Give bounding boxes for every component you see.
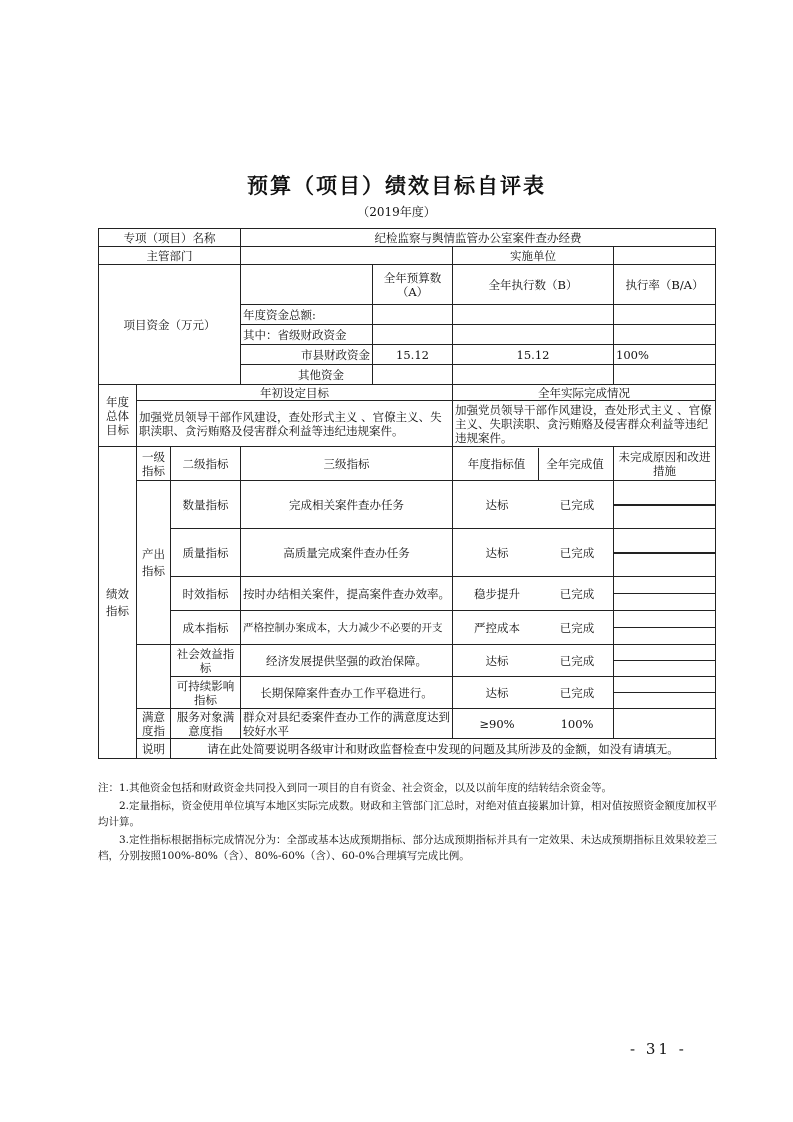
perf-values [453, 577, 614, 611]
funds-blank [241, 265, 373, 305]
perf-values [453, 645, 614, 677]
perf-target: 严控成本 [474, 620, 521, 635]
goals-label: 年度总体目标 [99, 385, 137, 447]
goals-initial-header: 年初设定目标 [137, 385, 453, 401]
project-name-label: 专项（项目）名称 [99, 229, 241, 247]
perf-l2: 社会效益指标 [171, 645, 241, 677]
funds-row-label: 市县财政资金 [241, 345, 373, 365]
page-subtitle: （2019年度） [357, 205, 436, 219]
funds-row-budget [373, 365, 453, 385]
perf-values [453, 481, 614, 529]
col-done: 全年完成值 [546, 456, 604, 471]
footnote: 2.定量指标，资金使用单位填写本地区实际完成数。财政和主管部门汇总时，对绝对值直接累加计算，相对值按照资金额度加权平均计算。 [98, 800, 718, 828]
perf-target: 稳步提升 [474, 586, 521, 601]
perf-values [453, 677, 614, 709]
perf-l3: 完成相关案件查办任务 [241, 481, 453, 529]
dept-value [241, 247, 453, 265]
perf-label: 绩效指标 [99, 447, 137, 759]
funds-row-budget: 15.12 [373, 345, 453, 365]
perf-target: 达标 [485, 545, 509, 560]
perf-values [453, 611, 614, 645]
perf-l3: 严格控制办案成本，大力减少不必要的开支 [241, 611, 453, 645]
funds-row-label: 年度资金总额: [241, 305, 373, 325]
satisfaction-target: ≥90% [479, 716, 515, 731]
impl-label: 实施单位 [453, 247, 614, 265]
perf-done: 已完成 [559, 685, 595, 700]
funds-row-rate [614, 305, 716, 325]
footnote: 注：1.其他资金包括和财政资金共同投入到同一项目的自有资金、社会资金，以及以前年度的结转结余资金等。 [98, 782, 613, 794]
page-title: 预算（项目）绩效目标自评表 [247, 174, 546, 198]
funds-row-label: 其中：省级财政资金 [241, 325, 373, 345]
explain-label: 说明 [137, 739, 171, 759]
perf-l2: 数量指标 [171, 481, 241, 529]
impl-value [614, 247, 716, 265]
footnotes [98, 780, 718, 866]
satisfaction-l1: 满意度指 [137, 709, 171, 739]
funds-row-exec [453, 305, 614, 325]
satisfaction-done: 100% [560, 716, 594, 731]
col-budget: 全年预算数（A） [373, 265, 453, 305]
output-label: 产出指标 [137, 481, 171, 645]
explain-text: 请在此处简要说明各级审计和财政监督检查中发现的问题及其所涉及的金额，如没有请填无。 [171, 739, 716, 759]
perf-l3: 经济发展提供坚强的政治保障。 [241, 645, 453, 677]
col-l1: 一级指标 [137, 447, 171, 481]
funds-row-exec [453, 365, 614, 385]
col-l3: 三级指标 [241, 447, 453, 481]
evaluation-table [98, 228, 716, 759]
funds-row-exec: 15.12 [453, 345, 614, 365]
perf-done: 已完成 [559, 620, 595, 635]
effect-l1 [137, 645, 171, 709]
funds-row-rate [614, 325, 716, 345]
perf-done: 已完成 [559, 545, 595, 560]
project-name-value: 纪检监察与舆情监管办公室案件查办经费 [241, 229, 716, 247]
perf-reason [614, 611, 716, 645]
perf-target: 达标 [485, 685, 509, 700]
goals-initial-text: 加强党员领导干部作风建设，查处形式主义 、官僚主义、失职渎职、贪污贿赂及侵害群众利益等违纪违规案件。 [137, 401, 453, 447]
perf-reason [614, 677, 716, 709]
perf-l3: 高质量完成案件查办任务 [241, 529, 453, 577]
funds-row-exec [453, 325, 614, 345]
perf-done: 已完成 [559, 497, 595, 512]
funds-row-rate [614, 365, 716, 385]
perf-reason [614, 481, 716, 529]
dept-label: 主管部门 [99, 247, 241, 265]
footnote: 3.定性指标根据指标完成情况分为：全部或基本达成预期指标、部分达成预期指标并具有一定效果、未达成预期指标且效果较差三档，分别按照100%-80%（含）、80%-60%（含）、60-0%合理填写完成比例。 [98, 834, 718, 862]
perf-reason [614, 577, 716, 611]
perf-l2: 时效指标 [171, 577, 241, 611]
col-rate: 执行率（B/A） [614, 265, 716, 305]
satisfaction-reason [614, 709, 716, 739]
perf-target: 达标 [485, 497, 509, 512]
perf-reason [614, 645, 716, 677]
perf-l3: 按时办结相关案件，提高案件查办效率。 [241, 577, 453, 611]
col-target: 年度指标值 [455, 448, 539, 480]
page-number: - 31 - [630, 1040, 687, 1058]
funds-row-budget [373, 325, 453, 345]
satisfaction-l2: 服务对象满意度指 [171, 709, 241, 739]
satisfaction-values [453, 709, 614, 739]
perf-done: 已完成 [559, 586, 595, 601]
perf-target: 达标 [485, 653, 509, 668]
perf-l2: 质量指标 [171, 529, 241, 577]
perf-done: 已完成 [559, 653, 595, 668]
funds-label: 项目资金（万元） [99, 265, 241, 385]
col-target-done [453, 447, 614, 481]
goals-actual-text: 加强党员领导干部作风建设，查处形式主义 、官僚主义、失职渎职、贪污贿赂及侵害群众利益等违纪违规案件。 [453, 401, 716, 447]
perf-l2: 成本指标 [171, 611, 241, 645]
perf-values [453, 529, 614, 577]
satisfaction-l3: 群众对县纪委案件查办工作的满意度达到较好水平 [241, 709, 453, 739]
perf-l3: 长期保障案件查办工作平稳进行。 [241, 677, 453, 709]
goals-actual-header: 全年实际完成情况 [453, 385, 716, 401]
funds-row-rate: 100% [614, 345, 716, 365]
perf-reason [614, 529, 716, 577]
col-reason: 未完成原因和改进措施 [614, 447, 716, 481]
funds-row-budget [373, 305, 453, 325]
perf-l2: 可持续影响指标 [171, 677, 241, 709]
col-exec: 全年执行数（B） [453, 265, 614, 305]
funds-row-label: 其他资金 [241, 365, 373, 385]
col-l2: 二级指标 [171, 447, 241, 481]
